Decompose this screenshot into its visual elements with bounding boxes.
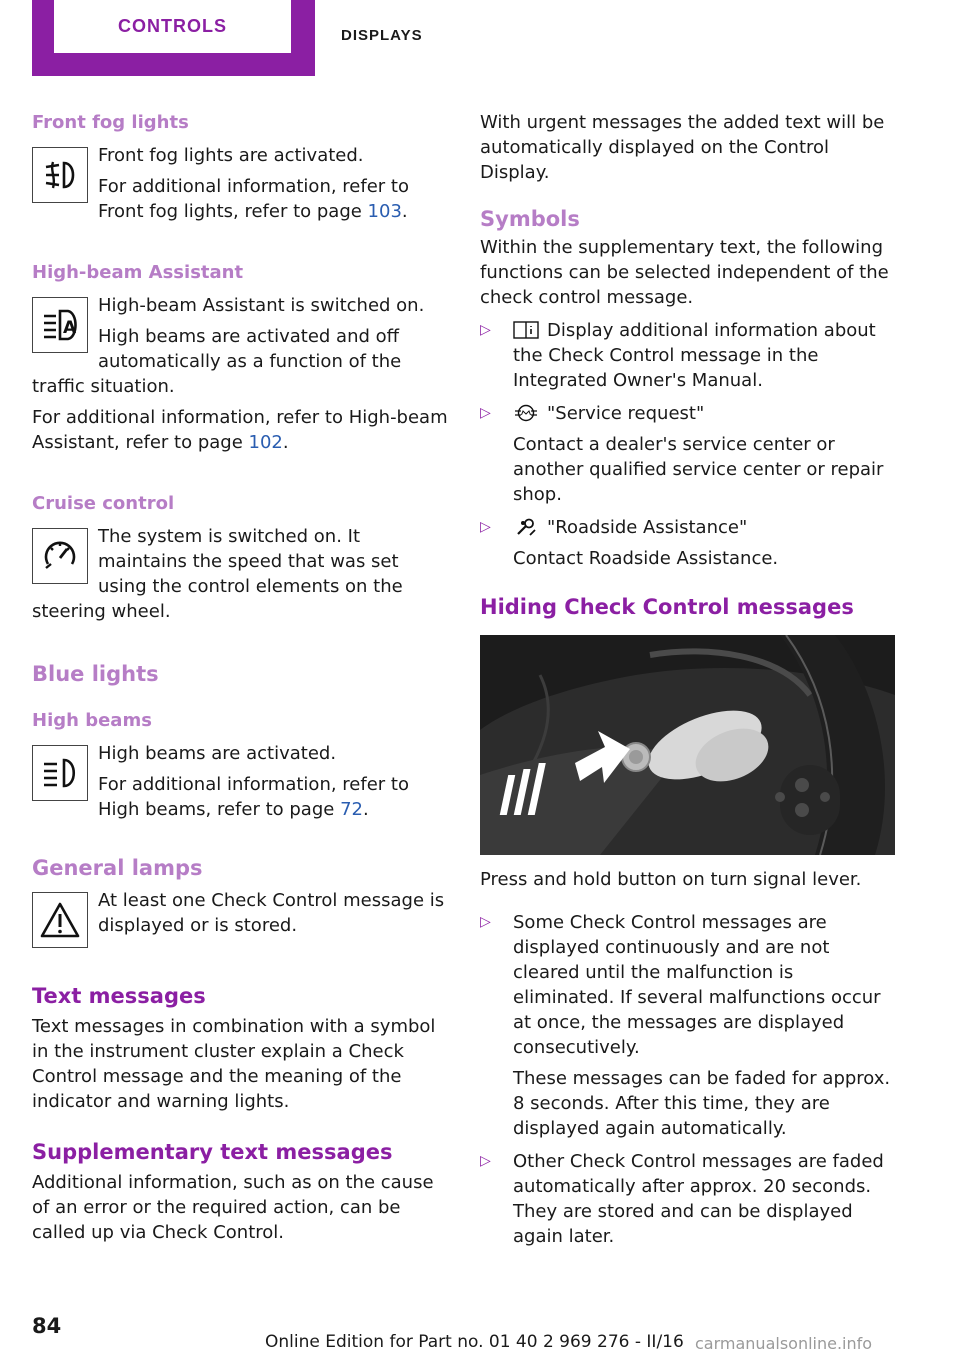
service-request-icon (513, 404, 539, 422)
header-tabs (32, 0, 932, 76)
hiding-bullet-1-text: Some Check Control messages are displayed continuously and are not cleared until the malfunction is eliminated. If several malfunctions occur at once, the messages are displayed consecutively. (513, 912, 881, 1058)
symbols-heading: Symbols (480, 207, 580, 231)
svg-text:A: A (63, 318, 77, 338)
supplementary-heading: Supplementary text messages (32, 1140, 393, 1164)
high-beams-icon (32, 745, 88, 801)
hiding-bullet-2 (480, 1149, 896, 1249)
symbol-item-roadside (480, 515, 896, 571)
high-beam-assistant-icon (32, 297, 88, 353)
tab-controls-label: CONTROLS (54, 0, 291, 53)
general-lamps-heading: General lamps (32, 856, 203, 880)
cruise-control-text: The system is switched on. It maintains the speed that was set using the control elements on the steering wheel. (32, 526, 403, 622)
photo-caption: Press and hold button on turn signal lever. (480, 869, 862, 890)
general-lamps-text: At least one Check Control message is displayed or is stored. (98, 890, 445, 936)
text-messages-body: Text messages in combination with a symbol in the instrument cluster explain a Check Control message and the meaning of the indicator and warning lights. (32, 1016, 436, 1112)
high-beams-text-1: High beams are activated. (98, 743, 337, 764)
hiding-bullet-1 (480, 910, 896, 1141)
watermark: carmanualsonline.info (695, 1334, 873, 1353)
hiding-bullet-1-sub: These messages can be faded for approx. 8 seconds. After this time, they are displayed again automatically. (513, 1068, 891, 1139)
symbol-item-service (480, 401, 896, 507)
bullet-marker-icon: ▷ (480, 914, 491, 930)
symbol-item-roadside-text: "Roadside Assistance" (547, 517, 748, 538)
symbol-item-service-text: "Service request" (547, 403, 705, 424)
high-beam-assistant-text-1: High-beam Assistant is switched on. (98, 295, 425, 316)
hiding-bullet-2-text: Other Check Control messages are faded automatically after approx. 20 seconds. They are stored and can be displayed again later. (513, 1151, 884, 1247)
tab-displays[interactable]: DISPLAYS (341, 27, 423, 44)
symbol-item-manual (480, 318, 896, 393)
page-number: 84 (32, 1314, 62, 1338)
bullet-marker-icon: ▷ (480, 405, 491, 421)
bullet-marker-icon: ▷ (480, 519, 491, 535)
urgent-messages-text: With urgent messages the added text will be automatically displayed on the Control Display. (480, 112, 885, 183)
front-fog-icon (32, 147, 88, 203)
high-beam-assistant-page-link[interactable]: 102 (248, 432, 283, 453)
edition-line: Online Edition for Part no. 01 40 2 969 276 - II/16 (265, 1332, 684, 1352)
manual-book-icon (513, 321, 539, 339)
text-messages-heading: Text messages (32, 984, 206, 1008)
high-beams-heading: High beams (32, 710, 152, 731)
front-fog-text-1: Front fog lights are activated. (98, 145, 364, 166)
cruise-control-icon (32, 528, 88, 584)
right-column (480, 110, 896, 1249)
blue-lights-heading: Blue lights (32, 662, 159, 686)
high-beam-assistant-heading: High-beam Assistant (32, 262, 244, 283)
hiding-heading: Hiding Check Control messages (480, 595, 854, 619)
turn-signal-lever-photo (480, 635, 895, 855)
high-beam-assistant-text-2: High beams are activated and off automatically as a function of the traffic situation. (32, 326, 402, 397)
front-fog-text-2: For additional information, refer to Front fog lights, refer to page 103. (98, 176, 409, 222)
warning-triangle-icon (32, 892, 88, 948)
tab-controls[interactable] (32, 0, 315, 76)
roadside-assistance-icon (513, 518, 539, 536)
cruise-control-heading: Cruise control (32, 493, 175, 514)
high-beams-page-link[interactable]: 72 (340, 799, 363, 820)
bullet-marker-icon: ▷ (480, 322, 491, 338)
bullet-marker-icon: ▷ (480, 1153, 491, 1169)
symbol-item-manual-text: Display additional information about the Check Control message in the Integrated Owner's Manual. (513, 320, 876, 391)
symbols-body: Within the supplementary text, the following functions can be selected independent of the check control message. (480, 237, 889, 308)
high-beams-text-2: For additional information, refer to High beams, refer to page 72. (98, 774, 409, 820)
symbol-item-service-sub: Contact a dealer's service center or another qualified service center or repair shop. (513, 434, 884, 505)
left-column (32, 110, 448, 1245)
front-fog-page-link[interactable]: 103 (367, 201, 402, 222)
symbol-item-roadside-sub: Contact Roadside Assistance. (513, 548, 779, 569)
front-fog-heading: Front fog lights (32, 112, 189, 133)
supplementary-body: Additional information, such as on the cause of an error or the required action, can be called up via Check Control. (32, 1172, 434, 1243)
high-beam-assistant-text-3: For additional information, refer to High-beam Assistant, refer to page 102. (32, 407, 448, 453)
